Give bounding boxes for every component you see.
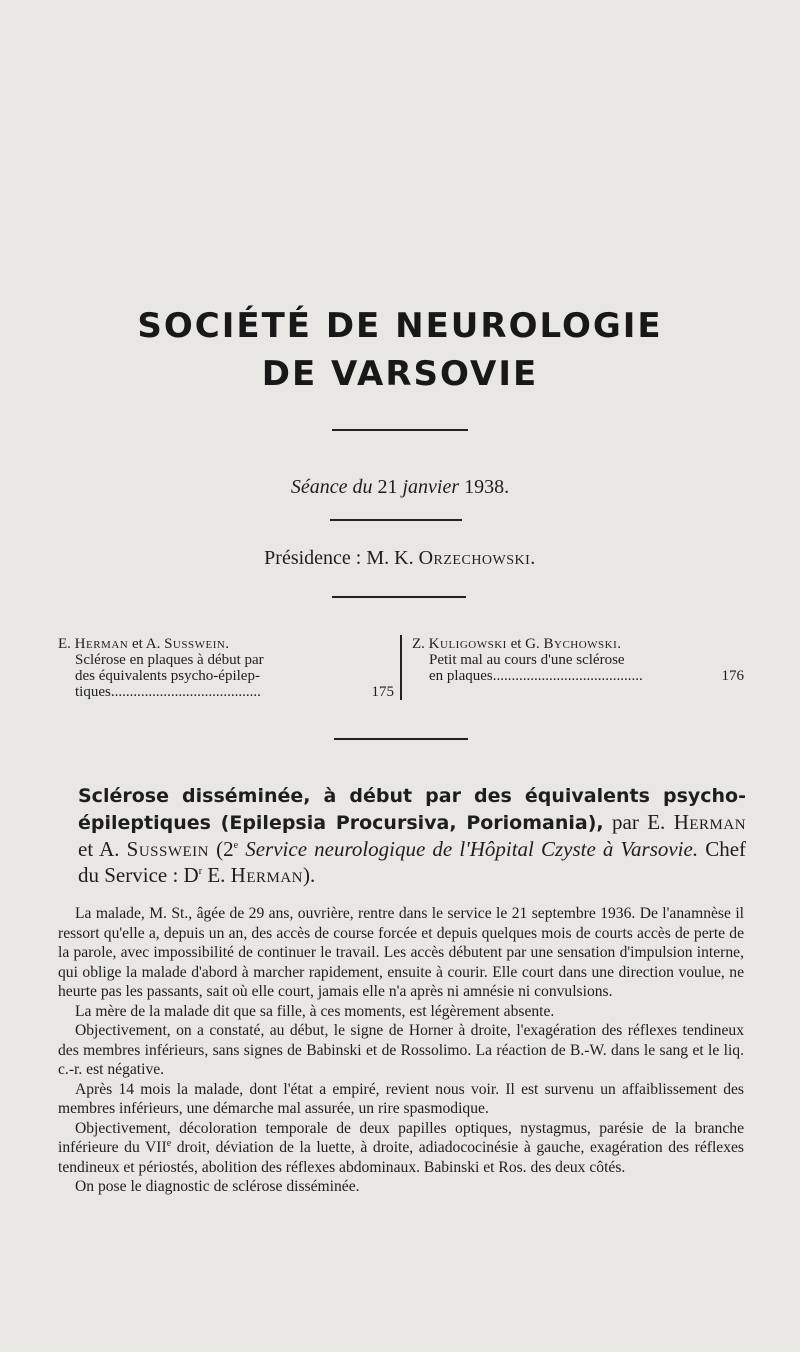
- article-et: et A.: [78, 837, 120, 861]
- article-close: ).: [303, 863, 316, 887]
- divider-1: [332, 429, 468, 431]
- paragraph-1: La malade, M. St., âgée de 29 ans, ouvrière, rentre dans le service le 21 septembre 1936. De l'anamnèse il ressort qu'elle a, depuis un an, des accès de course forcée et depuis quelques mois de courts accès de perte de la parole, avec impossibilité de continuer le travail. Les accès débutent par une sensation d'impulsion interne, qui oblige la malade d'abord à marcher rapidement, ensuite à courir. Elle court dans une direction voulue, ne heurte pas les passants, sait où elle court, jamais elle n'a après ni amnésie ni convulsions.: [58, 905, 744, 1000]
- article-open: (2: [216, 837, 234, 861]
- toc-left-authors: [58, 636, 394, 652]
- toc-right-leader: ........................................: [492, 668, 643, 684]
- article-chef: Chef du Service : D: [78, 837, 747, 887]
- article-service: Service neurologique de l'Hôpital Czyste à Varsovie.: [245, 837, 699, 861]
- toc-left-title-2: des équivalents psycho-épilep-: [75, 668, 260, 684]
- toc-left-leader: ........................................: [110, 684, 261, 700]
- toc-right-initial: Z.: [412, 636, 425, 652]
- paragraph-2: La mère de la malade dit que sa fille, à ces moments, est légèrement absente.: [75, 1002, 555, 1020]
- paragraph-5-sup: e: [166, 1137, 172, 1149]
- toc-right-title-1: Petit mal au cours d'une sclérose: [429, 652, 625, 668]
- article-author2: Susswein: [126, 837, 210, 861]
- society-title-line1: SOCIÉTÉ DE NEUROLOGIE: [137, 306, 663, 346]
- article-heading: [78, 782, 746, 888]
- session-year: 1938.: [464, 476, 510, 498]
- toc-left-author2: Susswein.: [164, 636, 230, 652]
- toc-right-and: et G.: [510, 636, 540, 652]
- article-chef-sup: r: [198, 866, 203, 877]
- article-chef-initial: E.: [207, 863, 226, 887]
- paragraph-5: [58, 1119, 744, 1178]
- toc-right-title-2-text: en plaques: [429, 668, 493, 684]
- toc-left-title-1: Sclérose en plaques à début par: [75, 652, 264, 668]
- divider-2: [330, 519, 462, 521]
- toc-left-and: et A.: [131, 636, 161, 652]
- article-body: [58, 904, 744, 1197]
- session-day: 21: [377, 476, 398, 498]
- toc-left-initial: E.: [58, 636, 71, 652]
- article-title: Sclérose disséminée, à début par des équivalents psycho-épileptiques (Epilepsia Procursiva, Poriomania),: [78, 785, 746, 834]
- divider-3: [332, 596, 466, 598]
- toc-left-author1: Herman: [74, 636, 129, 652]
- session-label: Séance du: [290, 476, 373, 498]
- article-chef-name: Herman: [230, 863, 303, 887]
- paragraph-6: On pose le diagnostic de sclérose disséminée.: [75, 1178, 360, 1195]
- toc-right-title-2: [412, 668, 744, 684]
- toc-column-divider: [400, 635, 402, 700]
- paragraph-4: Après 14 mois la malade, dont l'état a empiré, revient nous voir. Il est survenu un affaiblissement des membres inférieurs, une démarche mal assurée, un rire spasmodique.: [58, 1080, 744, 1117]
- society-title-line2: DE VARSOVIE: [261, 354, 539, 394]
- toc-right-author2: Bychowski.: [543, 636, 622, 652]
- session-date: [0, 476, 800, 499]
- paragraph-5-b: droit, déviation de la luette, à droite, adiadococinésie à gauche, exagération des réflexes tendineux et périostés, abolition des réflexes abdominaux. Babinski et Ros. des deux côtés.: [58, 1139, 744, 1176]
- toc-right-authors: [412, 636, 744, 652]
- presidence-label: Présidence : M. K.: [264, 547, 414, 569]
- paragraph-3: Objectivement, on a constaté, au début, le signe de Horner à droite, l'exagération des réflexes tendineux des membres inférieurs, sans signes de Babinski et de Rossolimo. La réaction de B.-W. dans le sang et le liq. c.-r. est négative.: [58, 1022, 744, 1078]
- toc-entry-right: [412, 636, 744, 684]
- paragraph-5-a: Objectivement, décoloration temporale de deux papilles optiques, nystagmus, parésie de la branche inférieure du VII: [58, 1119, 744, 1156]
- divider-4: [334, 738, 468, 740]
- toc-left-page: 175: [371, 684, 394, 700]
- presidence-name: Orzechowski.: [418, 547, 536, 569]
- article-author1: Herman: [673, 810, 747, 834]
- article-sup: e: [233, 840, 239, 851]
- toc-entry-left: [58, 636, 394, 700]
- toc-right-page: 176: [721, 668, 744, 684]
- presidence: [0, 547, 800, 570]
- toc-right-author1: Kuligowski: [428, 636, 507, 652]
- article-par: par E.: [612, 810, 666, 834]
- session-month: janvier: [402, 476, 460, 498]
- toc-left-title-3: [58, 684, 394, 700]
- toc-left-title-3-text: tiques: [75, 684, 111, 700]
